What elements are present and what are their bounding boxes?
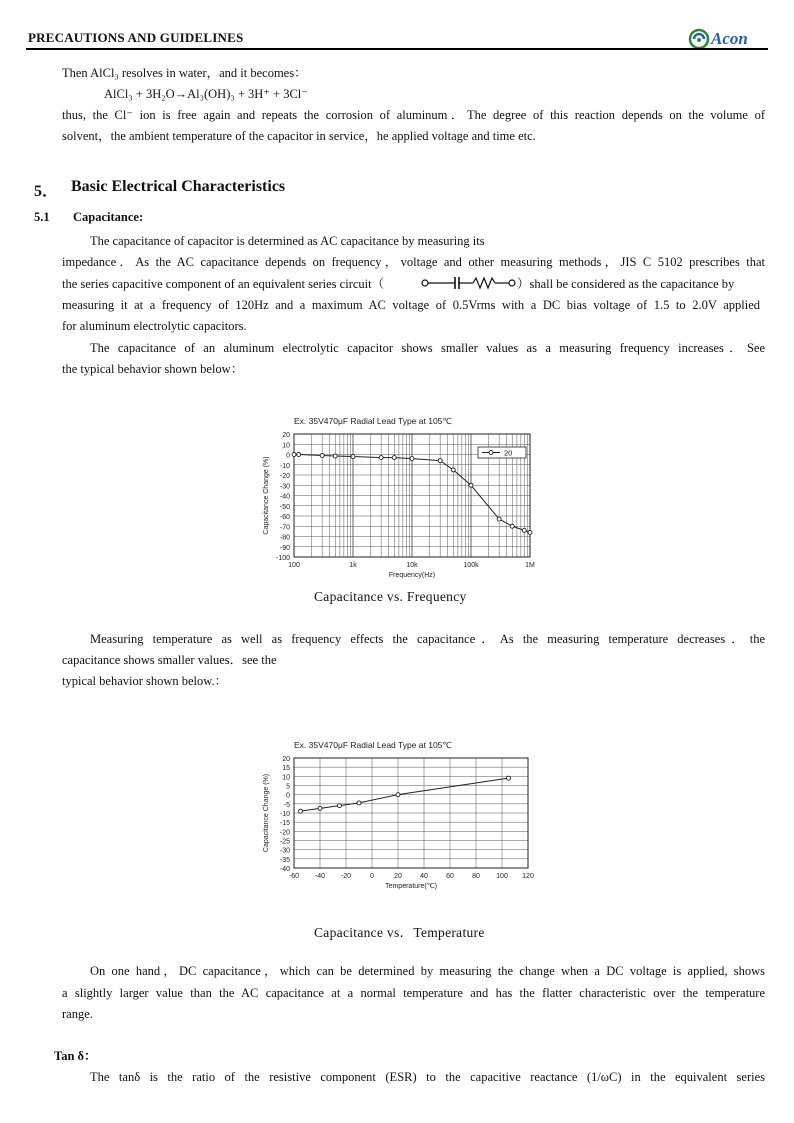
- chart2-y-tick-label: 20: [282, 756, 290, 763]
- logo-icon: [688, 28, 710, 50]
- chart1-y-tick-label: -30: [279, 483, 290, 491]
- chart2-y-tick-label: 15: [282, 765, 290, 773]
- chart2-x-tick-label: 80: [472, 873, 480, 880]
- chart1-data-point: [438, 459, 442, 463]
- chart1-data-point: [297, 453, 301, 457]
- chart1-x-tick-label: 10k: [406, 562, 418, 569]
- chart1-x-axis-label: Frequency(Hz): [388, 572, 436, 579]
- chart1-data-point: [522, 528, 526, 532]
- para1-line1: The capacitance of capacitor is determined as AC capacitance by measuring its: [90, 234, 485, 248]
- chart2-y-axis-label: Capacitance Change (%): [263, 773, 270, 853]
- chart2-y-tick-label: -5: [283, 801, 290, 809]
- tan-delta-line1: The tanδ is the ratio of the resistive component (ESR) to the capacitive reactance (1/ωC) in the equivalent series: [90, 1070, 765, 1084]
- para2-line1: The capacitance of an aluminum electrolytic capacitor shows smaller values as a measuring frequency increases．See: [90, 341, 765, 355]
- chart1-caption: Capacitance vs. Frequency: [314, 589, 467, 604]
- subsection-title: Capacitance:: [73, 210, 144, 224]
- chart2-x-tick-label: -20: [340, 873, 352, 880]
- chart2-title: Ex. 35V470μF Radial Lead Type at 105℃: [294, 740, 452, 750]
- header-divider: [26, 48, 768, 50]
- chart1-y-tick-label: -100: [275, 555, 290, 562]
- para1-line5: for aluminum electrolytic capacitors.: [62, 319, 247, 333]
- chart1-y-tick-label: -90: [279, 544, 290, 552]
- chart1-y-tick-label: -60: [279, 514, 290, 521]
- intro-line-3: thus, the Cl⁻ ion is free again and repeats the corrosion of aluminum．The degree of this reaction depends on the volume of: [62, 108, 765, 122]
- chart1-y-tick-label: -20: [279, 473, 290, 480]
- section-title: Basic Electrical Characteristics: [71, 178, 286, 195]
- chart2-x-tick-label: 20: [394, 873, 402, 880]
- subsection-number: 5.1: [34, 210, 50, 224]
- chart2-y-tick-label: 0: [286, 792, 290, 800]
- chart1-y-tick-label: 20: [282, 432, 290, 439]
- chart2-data-point: [357, 801, 361, 805]
- chart2-y-tick-label: -15: [279, 820, 290, 828]
- chart1-y-tick-label: -50: [279, 503, 290, 511]
- chart1-data-point: [333, 454, 337, 458]
- chart1-data-point: [469, 483, 473, 487]
- chart2-x-tick-label: 0: [370, 873, 374, 880]
- chart2-y-tick-label: 5: [286, 783, 290, 791]
- chart2-x-tick-label: -60: [288, 873, 300, 880]
- intro-line-1: Then AlCl₃ resolves in water，and it becomes：: [62, 66, 307, 80]
- chart2-data-point: [318, 806, 322, 810]
- chart1-y-tick-label: 10: [282, 442, 290, 450]
- chart2-x-tick-label: 60: [446, 873, 454, 880]
- chart2-y-tick-label: -10: [279, 811, 290, 818]
- chart1-data-point: [510, 524, 514, 528]
- chart1-title: Ex. 35V470μF Radial Lead Type at 105℃: [294, 416, 452, 426]
- para1-line3b: ）shall be considered as the capacitance by: [517, 277, 735, 291]
- para4-line3: range.: [62, 1007, 93, 1021]
- chart1-data-point: [292, 453, 296, 457]
- para3-line2: capacitance shows smaller values．see the: [62, 653, 277, 667]
- chart1-x-tick-label: 100k: [463, 562, 479, 569]
- chart2-data-point: [299, 809, 303, 813]
- logo-text: Acon: [711, 29, 748, 48]
- reaction-equation: AlCl₃ + 3H₂O→Al₃(OH)₃ + 3H⁺ + 3Cl⁻: [104, 87, 308, 101]
- para1-line2: impedance．As the AC capacitance depends on frequency，voltage and other measuring methods，JIS C 5102 prescribes that: [62, 255, 765, 269]
- chart1-y-tick-label: -10: [279, 462, 290, 470]
- para4-line2: a slightly larger value than the AC capacitance at a normal temperature and has the flatter characteristic over the temperature: [62, 986, 765, 1000]
- chart2-x-axis-label: Temperature(℃): [385, 883, 437, 890]
- chart1-data-point: [320, 454, 324, 458]
- page-header-title: PRECAUTIONS AND GUIDELINES: [28, 30, 244, 45]
- capacitance-vs-frequency-chart: [258, 412, 548, 584]
- chart2-y-tick-label: -40: [279, 866, 290, 873]
- chart1-x-tick-label: 1M: [525, 562, 535, 569]
- chart2-x-tick-label: 40: [420, 873, 428, 880]
- chart1-data-point: [497, 517, 501, 521]
- chart1-y-tick-label: -70: [279, 524, 290, 532]
- chart2-x-tick-label: -40: [314, 873, 326, 880]
- company-logo: [688, 28, 768, 50]
- chart1-y-axis-label: Capacitance Change (%): [263, 456, 270, 535]
- chart1-legend-marker: [489, 451, 493, 455]
- chart1-data-point: [392, 456, 396, 460]
- chart2-data-point: [396, 793, 400, 797]
- chart1-y-tick-label: -80: [279, 534, 290, 542]
- chart1-y-tick-label: 0: [286, 452, 290, 460]
- para3-line1: Measuring temperature as well as frequency effects the capacitance．As the measuring temperature decreases．the: [90, 632, 765, 646]
- para4-line1: On one hand，DC capacitance，which can be determined by measuring the change when a DC voltage is applied, shows: [90, 964, 765, 978]
- section-number: 5．: [34, 183, 59, 200]
- chart1-y-tick-label: -40: [279, 493, 290, 501]
- tan-delta-title: Tan δ：: [54, 1049, 97, 1063]
- chart2-y-tick-label: -25: [279, 838, 290, 846]
- chart2-x-tick-label: 120: [522, 873, 534, 880]
- para1-line3a: the series capacitive component of an equivalent series circuit（: [62, 277, 385, 291]
- capacitance-vs-temperature-chart: [258, 736, 548, 898]
- chart2-y-tick-label: -20: [279, 829, 290, 837]
- para3-line3: typical behavior shown below.：: [62, 674, 228, 688]
- chart2-y-tick-label: -35: [279, 856, 290, 864]
- para1-line4: measuring it at a frequency of 120Hz and a maximum AC voltage of 0.5Vrms with a DC bias voltage of 1.5 to 2.0V applied: [62, 298, 760, 312]
- chart2-data-point: [507, 776, 511, 780]
- chart1-x-tick-label: 1k: [349, 562, 357, 569]
- chart2-x-tick-label: 100: [496, 873, 508, 880]
- chart1-data-point: [451, 468, 455, 472]
- para2-line2: the typical behavior shown below：: [62, 362, 244, 376]
- chart1-legend-label: 20: [504, 448, 513, 458]
- chart1-data-point: [528, 530, 532, 534]
- chart1-data-point: [351, 455, 355, 459]
- chart2-caption: Capacitance vs．Temperature: [314, 925, 485, 940]
- chart2-y-tick-label: 10: [282, 774, 290, 782]
- chart1-data-point: [379, 456, 383, 460]
- chart2-data-point: [338, 804, 342, 808]
- intro-line-4: solvent，the ambient temperature of the capacitor in service，he applied voltage and time etc.: [62, 129, 536, 143]
- chart1-x-tick-label: 100: [288, 562, 300, 569]
- chart1-data-point: [410, 457, 414, 461]
- equivalent-circuit-icon: [421, 276, 517, 290]
- chart2-y-tick-label: -30: [279, 847, 290, 855]
